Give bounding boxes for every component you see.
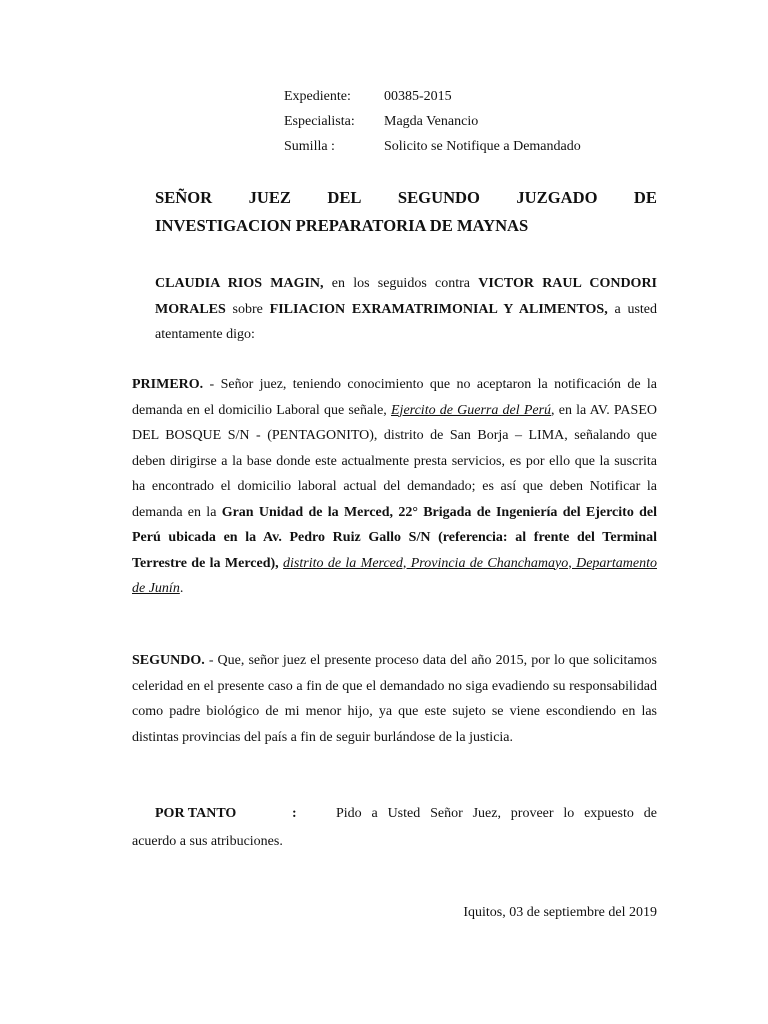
segundo-text: - Que, señor juez el presente proceso data del año 2015, por lo que solicitamos celeridad en el presente caso a fin de que el demandado no siga evadiendo su responsabilidad como padre biológico de mi menor hijo, ya que este sujeto se viene escondiendo en las distintas provincias del país a fin de seguir burlándose de la justicia. (132, 653, 657, 745)
primero-text: . (179, 581, 184, 596)
meta-label: Especialista: (284, 114, 355, 129)
heading-word: DEL (327, 188, 362, 207)
request-word: de (643, 806, 657, 821)
heading-word: SEÑOR (155, 188, 213, 207)
meta-row-especialista (284, 109, 581, 134)
paragraph-primero (132, 372, 657, 602)
heading-word: DE (633, 188, 657, 207)
request-word: a (371, 806, 378, 821)
paragraph-segundo (132, 648, 657, 750)
por-tanto-line-2: acuerdo a sus atribuciones. (132, 834, 283, 849)
heading-line-2: INVESTIGACION PREPARATORIA DE MAYNAS (155, 216, 529, 235)
request-word: lo (563, 806, 575, 821)
district-emphasis: distrito de la Merced, Provincia de Chanchamayo, Departamento de Junín (132, 555, 657, 596)
meta-value: Magda Venancio (384, 114, 479, 129)
request-word: Juez, (472, 806, 501, 821)
meta-row-expediente (284, 84, 581, 109)
request-word: Pido (336, 806, 362, 821)
intro-text: sobre (225, 301, 270, 317)
request-word: proveer (510, 806, 554, 821)
meta-row-sumilla (284, 134, 581, 159)
request-word: expuesto (584, 806, 634, 821)
heading-word: JUEZ (248, 188, 291, 207)
por-tanto-section (132, 800, 657, 856)
case-metadata (284, 84, 581, 159)
heading-word: JUZGADO (516, 188, 598, 207)
intro-text: a usted atentamente digo: (155, 301, 658, 342)
primero-label: PRIMERO. (132, 377, 204, 392)
defendant-name: VICTOR RAUL CONDORI MORALES (155, 276, 657, 317)
heading-word: SEGUNDO (397, 188, 480, 207)
por-tanto-colon: : (292, 806, 297, 821)
addressee-heading (155, 184, 657, 240)
place-and-date: Iquitos, 03 de septiembre del 2019 (463, 905, 657, 920)
por-tanto-line (132, 800, 657, 828)
meta-value: 00385-2015 (384, 89, 452, 104)
por-tanto-request (336, 800, 657, 828)
intro-text: en los seguidos contra (323, 276, 479, 291)
primero-text: - Señor juez, teniendo conocimiento que no aceptaron la notificación de la demanda en el domicilio Laboral que señale, (132, 377, 657, 418)
meta-label: Sumilla : (284, 139, 335, 154)
meta-label: Expediente: (284, 89, 351, 104)
por-tanto-label: POR TANTO (155, 806, 237, 821)
segundo-label: SEGUNDO. (132, 653, 205, 668)
request-word: Señor (430, 806, 463, 821)
intro-paragraph (155, 271, 657, 348)
previous-address-emphasis: Ejercito de Guerra del Perú (391, 402, 552, 418)
heading-line-1 (155, 184, 657, 212)
primero-text: , en la AV. PASEO DEL BOSQUE S/N - (PENTAGONITO), distrito de San Borja – LIMA, señalando que deben dirigirse a la base donde este actualmente presta servicios, es por ello que la suscrita ha encontrado el domicilio laboral actual del demandado; es así que deben Notificar la demanda en la (132, 402, 657, 520)
case-matter: FILIACION EXRAMATRIMONIAL Y ALIMENTOS, (269, 301, 608, 317)
new-address-bold: Gran Unidad de la Merced, 22° Brigada de Ingeniería del Ejercito del Perú ubicada en la Av. Pedro Ruiz Gallo S/N (referencia: al frente del Terminal Terrestre de la Merced), (132, 504, 657, 571)
request-word: Usted (387, 806, 421, 821)
plaintiff-name: CLAUDIA RIOS MAGIN, (155, 276, 324, 291)
meta-value: Solicito se Notifique a Demandado (384, 139, 581, 154)
